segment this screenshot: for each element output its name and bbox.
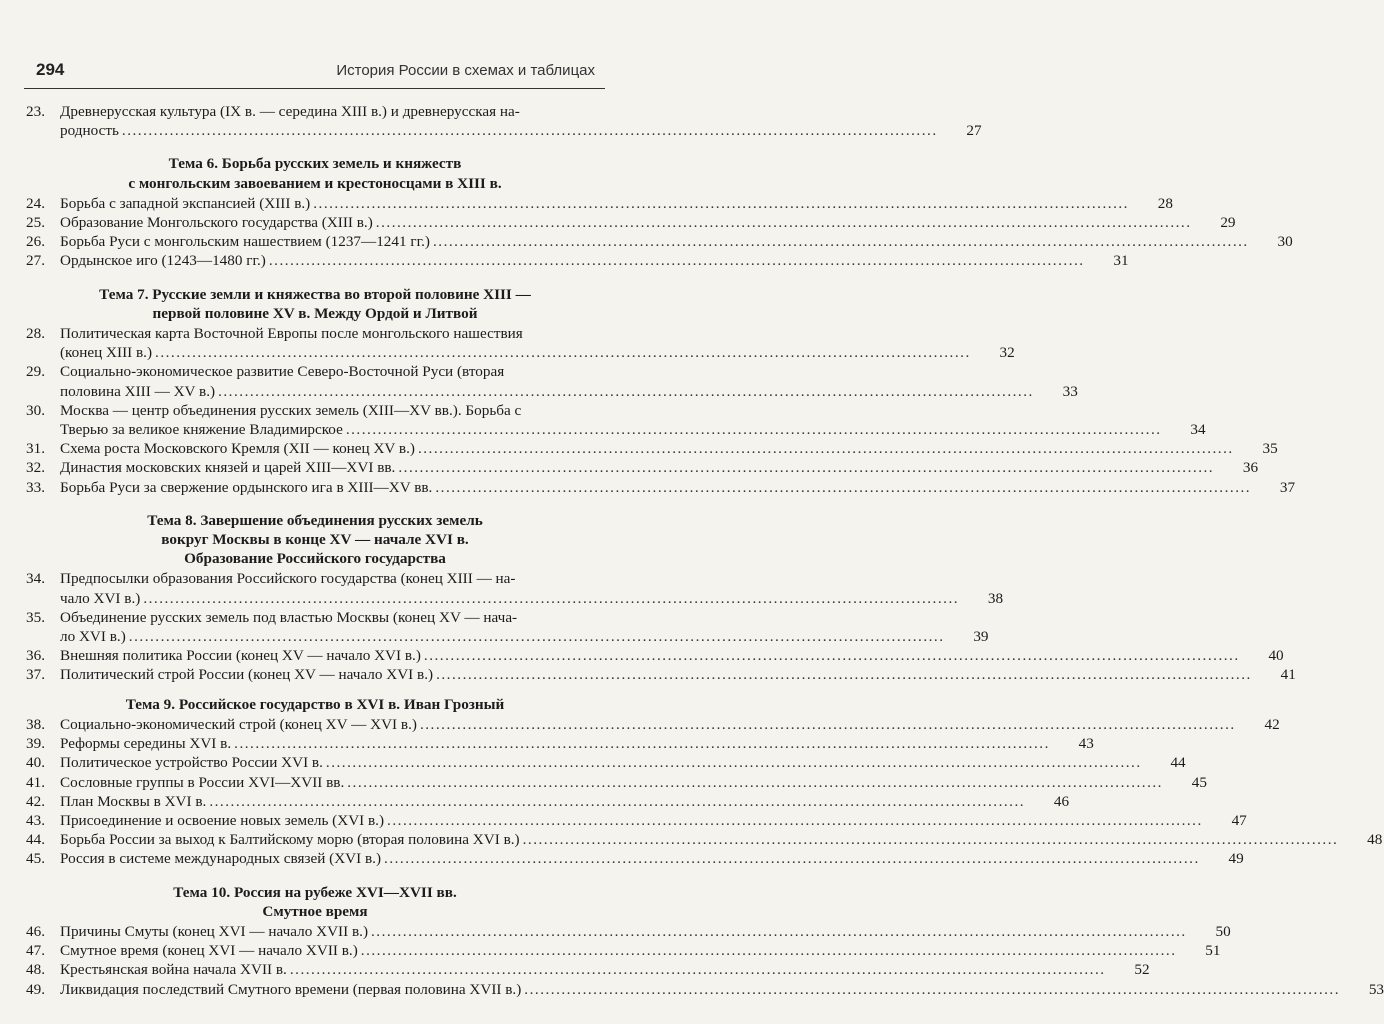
page-number: 294 — [36, 60, 65, 79]
toc-entry-42[interactable]: 42. План Москвы в XVI в. ..... 46 — [26, 792, 604, 811]
page-ref: 28 — [1157, 194, 1173, 212]
page-ref: 37 — [1279, 478, 1296, 496]
page-ref: 32 — [999, 344, 1015, 362]
page-ref: 41 — [1280, 666, 1296, 684]
page-ref: 33 — [1062, 382, 1078, 400]
page-ref: 53 — [1368, 980, 1384, 998]
toc-entry-26[interactable]: 26. Борьба Руси с монгольским нашествием (1237—1241 гг.) ..... 30 — [26, 232, 604, 251]
page-ref: 50 — [1215, 922, 1231, 940]
toc-entry-24[interactable]: 24. Борьба с западной экспансией (XIII в.) ..... 28 — [26, 194, 604, 213]
toc-entry-40[interactable]: 40. Политическое устройство России XVI в. ..... 44 — [26, 753, 604, 772]
toc-entry-31[interactable]: 31. Схема роста Московского Кремля (XII — конец XV в.) ..... 35 — [26, 439, 604, 458]
page-ref: 43 — [1078, 735, 1094, 753]
toc-entry-35[interactable]: 35. Объединение русских земель под властью Москвы (конец XV — нача- ло XVI в.) ..... 39 — [26, 608, 604, 646]
running-title: История России в схемах и таблицах — [336, 62, 595, 79]
theme-10-heading: Тема 10. Россия на рубеже XVI—XVII вв. Смутное время — [173, 883, 457, 920]
page-ref: 51 — [1205, 942, 1221, 960]
page-ref: 27 — [966, 122, 982, 140]
table-of-contents — [26, 102, 1384, 999]
page-ref: 39 — [973, 628, 989, 646]
theme-7-heading: Тема 7. Русские земли и княжества во второй половине XIII — первой половине XV в. Между Ордой и Литвой — [99, 285, 531, 322]
page-ref: 52 — [1134, 961, 1150, 979]
toc-entry-23[interactable]: 23. Древнерусская культура (IX в. — середина XIII в.) и древнерусская на- родность ..... 27 — [26, 102, 604, 140]
toc-entry-33[interactable]: 33. Борьба Руси за свержение ордынского ига в XIII—XV вв. ..... 37 — [26, 478, 604, 497]
toc-entry-30[interactable]: 30. Москва — центр объединения русских земель (XIII—XV вв.). Борьба с Тверью за великое княжение Владимирское ..... 34 — [26, 401, 604, 439]
page-ref: 46 — [1053, 792, 1070, 810]
toc-entry-38[interactable]: 38. Социально-экономический строй (конец XV — XVI в.) ..... 42 — [26, 715, 604, 734]
page-ref: 42 — [1264, 715, 1280, 733]
theme-8-heading: Тема 8. Завершение объединения русских земель вокруг Москвы в конце XV — начале XVI в. Образование Российского государства — [147, 511, 483, 568]
toc-entry-49[interactable]: 49. Ликвидация последствий Смутного времени (первая половина XVII в.) ..... 53 — [26, 980, 604, 999]
theme-9-heading: Тема 9. Российское государство в XVI в. Иван Грозный — [125, 695, 505, 713]
page-ref: 30 — [1277, 233, 1293, 251]
page-ref: 40 — [1268, 647, 1284, 665]
page-ref: 48 — [1367, 831, 1383, 849]
toc-entry-37[interactable]: 37. Политический строй России (конец XV — начало XVI в.) ..... 41 — [26, 665, 604, 684]
header-rule — [24, 88, 605, 89]
page-ref: 47 — [1231, 811, 1247, 829]
page-ref: 31 — [1113, 252, 1129, 270]
toc-entry-39[interactable]: 39. Реформы середины XVI в. ..... 43 — [26, 734, 604, 753]
toc-entry-25[interactable]: 25. Образование Монгольского государства (XIII в.) ..... 29 — [26, 213, 604, 232]
theme-6-heading: Тема 6. Борьба русских земель и княжеств с монгольским завоеванием и крестоносцами в XIII в. — [128, 155, 502, 192]
page-ref: 49 — [1228, 850, 1244, 868]
toc-entry-44[interactable]: 44. Борьба России за выход к Балтийскому морю (вторая половина XVI в.) ..... 48 — [26, 830, 604, 849]
page-ref: 45 — [1191, 773, 1207, 791]
toc-entry-45[interactable]: 45. Россия в системе международных связей (XVI в.) ..... 49 — [26, 849, 604, 868]
toc-entry-34[interactable]: 34. Предпосылки образования Российского государства (конец XIII — на- чало XVI в.) ..... 38 — [26, 569, 604, 607]
toc-entry-32[interactable]: 32. Династия московских князей и царей XIII—XVI вв. ..... 36 — [26, 458, 604, 477]
page-header — [24, 58, 607, 88]
toc-entry-28[interactable]: 28. Политическая карта Восточной Европы после монгольского нашествия (конец XIII в.) ..... 32 — [26, 324, 604, 362]
toc-entry-29[interactable]: 29. Социально-экономическое развитие Северо-Восточной Руси (вторая половина XIII — XV в.) ..... 33 — [26, 362, 604, 400]
toc-entry-46[interactable]: 46. Причины Смуты (конец XVI — начало XVII в.) ..... 50 — [26, 922, 604, 941]
page-ref: 29 — [1220, 214, 1236, 232]
page-ref: 36 — [1242, 459, 1259, 477]
page-ref: 34 — [1190, 421, 1206, 439]
toc-entry-43[interactable]: 43. Присоединение и освоение новых земель (XVI в.) ..... 47 — [26, 811, 604, 830]
toc-entry-47[interactable]: 47. Смутное время (конец XVI — начало XVII в.) ..... 51 — [26, 941, 604, 960]
page-ref: 44 — [1170, 754, 1186, 772]
page-ref: 38 — [987, 589, 1004, 607]
toc-entry-48[interactable]: 48. Крестьянская война начала XVII в. ..... 52 — [26, 960, 604, 979]
page-ref: 35 — [1262, 440, 1278, 458]
toc-entry-27[interactable]: 27. Ордынское иго (1243—1480 гг.) ..... 31 — [26, 251, 604, 270]
toc-entry-41[interactable]: 41. Сословные группы в России XVI—XVII вв. ..... 45 — [26, 773, 604, 792]
toc-entry-36[interactable]: 36. Внешняя политика России (конец XV — начало XVI в.) ..... 40 — [26, 646, 604, 665]
